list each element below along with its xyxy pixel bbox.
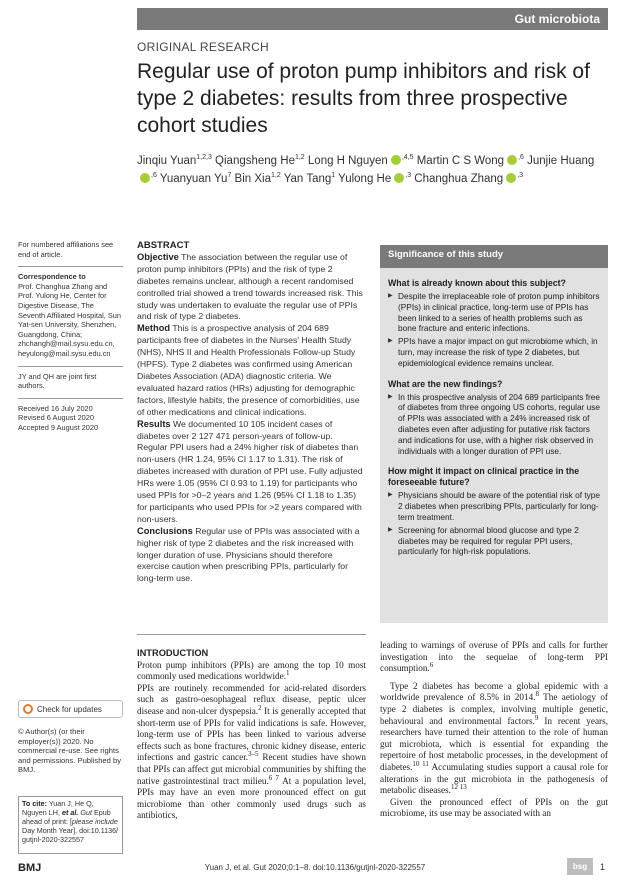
method-text: This is a prospective analysis of 204 689 participants free of diabetes in the Nurses' Health Study (NHS), NHS II and Health Professionals Follow-up Study (HPFS). Type 2 diabetes was confirmed using American Diabetes Association (ADA) diagnostic criteria. We evaluated hazard ratios (HRs) adjusting for demographic factors, lifestyle habits, the presence of comorbidities, use of other medications and clinical indications. bbox=[137, 323, 360, 417]
conclusions-label: Conclusions bbox=[137, 525, 193, 536]
list-item: ▶ Despite the irreplaceable role of proton pump inhibitors (PPIs) in clinical practice, long-term use of PPIs has been linked to a series of health problems such as bone fracture and enteric infections. bbox=[388, 291, 602, 334]
impact-list bbox=[380, 490, 608, 557]
list-item: ▶ Screening for abnormal blood glucose and type 2 diabetes may be required for regular PPI users, particularly for high-risk populations. bbox=[388, 525, 602, 557]
author-name: Yan Tang bbox=[283, 173, 332, 185]
journal-section-banner bbox=[137, 8, 608, 30]
body-text: Type 2 diabetes has become a global epidemic with a worldwide prevalence of 8.5% in 2014. bbox=[380, 680, 608, 703]
cite-label: To cite: bbox=[22, 799, 48, 808]
abstract-heading: ABSTRACT bbox=[137, 240, 190, 251]
author-name: Yuanyuan Yu bbox=[159, 173, 228, 185]
author-name: Changhua Zhang bbox=[414, 173, 504, 185]
check-updates-label: Check for updates bbox=[37, 705, 102, 714]
ref: 1 bbox=[286, 669, 290, 678]
ref: 3–5 bbox=[248, 750, 259, 759]
author bbox=[284, 173, 335, 185]
orcid-icon[interactable] bbox=[394, 173, 404, 183]
author bbox=[160, 173, 232, 185]
joint-first-note: JY and QH are joint first authors. bbox=[18, 371, 97, 391]
divider bbox=[18, 398, 123, 399]
intro-text: Proton pump inhibitors (PPIs) are among the top 10 most commonly used medications worldwide. bbox=[137, 659, 366, 682]
body-column-2 bbox=[380, 640, 608, 820]
objective-label: Objective bbox=[137, 251, 179, 262]
author-name: Junjie Huang bbox=[527, 155, 595, 167]
page-number: 1 bbox=[600, 862, 606, 872]
cite-journal: Gut bbox=[80, 807, 92, 817]
orcid-icon[interactable] bbox=[140, 173, 150, 183]
ref: 2 bbox=[258, 703, 262, 712]
accepted-date: Accepted 9 August 2020 bbox=[18, 422, 99, 432]
author-name: Long H Nguyen bbox=[307, 155, 388, 167]
orcid-icon[interactable] bbox=[391, 155, 401, 165]
intro-text: It is generally accepted that short-term use of PPIs for valid indications is safe. However, long-term use of PPIs has been linked to various adverse effects such as bone fractures, chronic kidney disease, enteric infections and gastric cancer. bbox=[137, 705, 367, 763]
author bbox=[308, 155, 414, 167]
affiliation-number: 1 bbox=[331, 172, 336, 180]
publisher-logo: BMJ bbox=[18, 862, 42, 874]
cite-etal: et al. bbox=[61, 807, 79, 817]
known-list bbox=[380, 291, 608, 369]
intro-text: PPIs are routinely recommended for acid-related disorders such as gastro-oesophageal reflux disease, peptic ulcer disease and non-ulcer dyspepsia. bbox=[137, 682, 366, 716]
cite-text: Epub ahead of print: [ bbox=[22, 807, 111, 826]
author-name: Qiangsheng He bbox=[215, 155, 295, 167]
revised-date: Revised 6 August 2020 bbox=[18, 413, 95, 423]
new-findings-list bbox=[380, 392, 608, 457]
ref: 6 7 bbox=[268, 773, 279, 782]
list-item: ▶ In this prospective analysis of 204 689 participants free of diabetes from three ongoing US cohorts, regular use of PPIs was associated with a 24% increased risk of diabetes even after adjusting for putative risk factors and indications for use, with a higher risk observed in individuals with a longer duration of PPI use. bbox=[388, 392, 602, 457]
cite-text: Day Month Year]. doi:10.1136/ gutjnl-2020-322557 bbox=[22, 825, 119, 844]
correspondence-text: Prof. Changhua Zhang and Prof. Yulong He, Center for Digestive Disease, The Seventh Affiliated Hospital, Sun Yat-sen University, Shenzhen, Guangdong, China; zhchangh@mail.sysu.edu.cn, heyulong@mail.sysu.edu.cn bbox=[18, 281, 121, 358]
affiliation-number: ,4,5 bbox=[401, 154, 414, 162]
body-text: Given the pronounced effect of PPIs on the gut microbiome, its use may be associated with an bbox=[380, 796, 608, 819]
author bbox=[338, 173, 411, 185]
author bbox=[215, 155, 305, 167]
author bbox=[235, 173, 281, 185]
list-item: ▶ PPIs have a major impact on gut microbiome which, in turn, may increase the risk of type 2 diabetes, but epidemiological evidence remains unclear. bbox=[388, 336, 602, 368]
divider bbox=[18, 366, 123, 367]
method-label: Method bbox=[137, 323, 171, 334]
author-name: Jinqiu Yuan bbox=[137, 155, 197, 167]
received-date: Received 16 July 2020 bbox=[18, 403, 93, 413]
abstract bbox=[137, 240, 365, 585]
affiliation-number: 7 bbox=[227, 172, 232, 180]
check-updates-button[interactable] bbox=[18, 700, 123, 718]
cite-placeholder: please include bbox=[71, 816, 118, 826]
affiliation-number: ,3 bbox=[517, 172, 524, 180]
cite-text: Yuan J, He Q, Nguyen LH, bbox=[22, 799, 94, 817]
affiliation-number: ,6 bbox=[518, 154, 524, 162]
ref: 12 13 bbox=[450, 783, 467, 792]
author-name: Martin C S Wong bbox=[416, 155, 505, 167]
sidebar-info bbox=[18, 240, 123, 440]
question-known: What is already known about this subject? bbox=[388, 278, 566, 288]
affiliations-note: For numbered affiliations see end of article. bbox=[18, 240, 114, 259]
divider bbox=[18, 266, 123, 267]
orcid-icon[interactable] bbox=[507, 155, 517, 165]
objective-text: The association between the regular use of proton pump inhibitors (PPIs) and the risk of type 2 diabetes remains unclear, although a recent randomised controlled trial showed a trend towards increased risk. This study was undertaken to evaluate the regular use of PPIs and risk of type 2 diabetes. bbox=[137, 251, 363, 322]
correspondence-heading: Correspondence to bbox=[18, 272, 86, 282]
article-type: ORIGINAL RESEARCH bbox=[137, 40, 270, 54]
society-logo: bsg bbox=[567, 858, 593, 875]
citation-box bbox=[18, 796, 123, 854]
body-text: The aetiology of type 2 diabetes is complex, involving multiple genetic, behavioural and environmental factors. bbox=[380, 692, 608, 726]
author-name: Yulong He bbox=[338, 173, 392, 185]
body-text: In recent years, researchers have turned their attention to the role of human gut microbiota, which is essential for expanding the repertoire of host metabolic processes, in the development of diabetes. bbox=[380, 715, 608, 772]
ref: 8 bbox=[535, 690, 539, 699]
question-new: What are the new findings? bbox=[388, 378, 503, 389]
list-item: ▶ Physicians should be aware of the potential risk of type 2 diabetes when prescribing PPIs, particularly for long-term treatment. bbox=[388, 490, 602, 522]
divider bbox=[137, 634, 366, 635]
journal-section: Gut microbiota bbox=[514, 12, 600, 26]
copyright-notice: © Author(s) (or their employer(s)) 2020. No commercial re-use. See rights and permissions. Published by BMJ. bbox=[18, 727, 121, 775]
significance-box bbox=[380, 245, 608, 623]
body-text: leading to warnings of overuse of PPIs and calls for further investigation into the sequelae of long-term PPI consumption. bbox=[380, 640, 608, 674]
footer-citation: Yuan J, et al. Gut 2020;0:1–8. doi:10.1136/gutjnl-2020-322557 bbox=[204, 863, 426, 872]
affiliation-number: 1,2,3 bbox=[196, 154, 212, 162]
affiliation-number: 1,2 bbox=[294, 154, 305, 162]
intro-text: At a population level, PPIs may have an even more pronounced effect on gut microbiome than other commonly used drugs such as antibiotics, bbox=[137, 775, 366, 821]
introduction bbox=[137, 648, 366, 822]
author bbox=[417, 155, 524, 167]
author bbox=[137, 155, 212, 167]
ref: 9 bbox=[534, 713, 539, 722]
affiliation-number: 1,2 bbox=[270, 172, 281, 180]
intro-text: Recent studies have shown that PPIs can affect gut microbial communities by shifting the native gastrointestinal tract milieu. bbox=[137, 752, 366, 786]
conclusions-text: Regular use of PPIs was associated with a higher risk of type 2 diabetes and the risk increased with longer duration of use. Physicians should therefore exercise caution when prescribing PPIs, particularly for long-term use. bbox=[137, 525, 360, 584]
ref: 6 bbox=[429, 661, 434, 670]
body-text: Accumulating studies support a causal role for alterations in the gut microbiota in the pathogenesis of metabolic diseases. bbox=[380, 761, 608, 796]
results-label: Results bbox=[137, 418, 171, 429]
author-name: Bin Xia bbox=[234, 173, 271, 185]
orcid-icon[interactable] bbox=[506, 173, 516, 183]
introduction-heading: INTRODUCTION bbox=[137, 648, 209, 658]
results-text: We documented 10 105 incident cases of diabetes over 2 127 471 person-years of follow-up. Regular PPI users had a 24% higher risk of diabetes than non-users (HR 1.24, 95% CI 1.17 to 1.31). The risk of diabetes increased with duration of PPI use. Fully adjusted HRs were 1.05 (95% CI 0.93 to 1.19) for participants who used PPIs for >0–2 years and 1.26 (95% CI 1.18 to 1.35) for participants who used PPIs for >2 years compared with non-users. bbox=[137, 418, 363, 524]
affiliation-number: ,3 bbox=[405, 172, 412, 180]
ref: 10 11 bbox=[412, 759, 429, 768]
author bbox=[414, 173, 523, 185]
article-title: Regular use of proton pump inhibitors and risk of type 2 diabetes: results from three prospective cohort studies bbox=[137, 60, 590, 137]
crossmark-icon bbox=[23, 704, 33, 714]
author-list bbox=[137, 152, 607, 188]
affiliation-number: ,6 bbox=[151, 172, 157, 180]
question-impact: How might it impact on clinical practice in the foreseeable future? bbox=[388, 466, 580, 488]
significance-title: Significance of this study bbox=[380, 245, 608, 268]
